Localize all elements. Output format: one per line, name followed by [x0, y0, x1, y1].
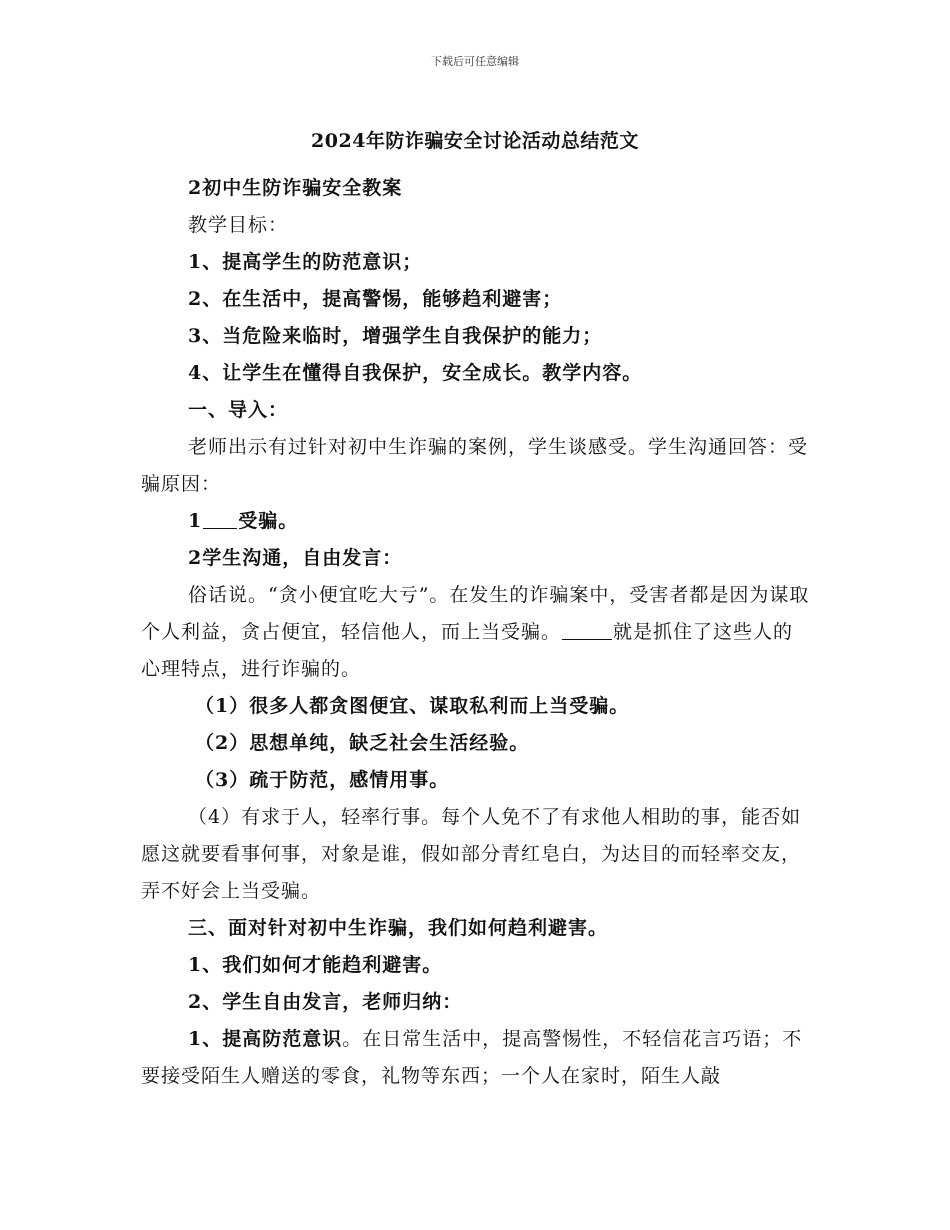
fill-blank	[203, 510, 237, 529]
paragraph	[141, 1021, 811, 1095]
list-item: 2、在生活中，提高警惕，能够趋利避害；	[188, 288, 563, 310]
section-heading: 三、面对针对初中生诈骗，我们如何趋利避害。	[188, 917, 609, 939]
section-heading: 2初中生防诈骗安全教案	[188, 177, 403, 199]
page-header: 下载后可任意编辑	[431, 55, 519, 68]
fill-blank	[562, 621, 612, 640]
list-item: （2）思想单纯，缺乏社会生活经验。	[195, 732, 530, 754]
document-title: 2024年防诈骗安全讨论活动总结范文	[311, 130, 639, 152]
paragraph-text: 俗话说。“贪小便宜吃大亏”。在发生的诈骗案中，受害者都是因为谋取个人利益，贪占便宜，轻信他人，而上当受骗。	[141, 584, 810, 643]
list-item	[141, 503, 811, 540]
paragraph: （4）有求于人，轻率行事。每个人免不了有求他人相助的事，能否如愿这就要看事何事，对象是谁，假如部分青红皂白，为达目的而轻率交友，弄不好会上当受骗。	[141, 806, 802, 902]
list-item: 1、提高学生的防范意识；	[188, 251, 423, 273]
paragraph-text: 就是抓住了这些人的心理特点，进行诈骗的。	[141, 621, 794, 680]
list-item-text: 受骗。	[238, 510, 299, 532]
paragraph-lead: 1、提高防范意识	[188, 1028, 343, 1050]
list-item: 2学生沟通，自由发言：	[188, 547, 403, 569]
list-item: （3）疏于防范，感情用事。	[195, 769, 450, 791]
list-item: （1）很多人都贪图便宜、谋取私利而上当受骗。	[195, 695, 630, 717]
document-body	[141, 170, 811, 1095]
paragraph-text: 。在日常生活中，提高警惕性，不轻信花言巧语；不要接受陌生人赠送的零食，礼物等东西；一个人在家时，陌生人敲	[141, 1028, 803, 1087]
list-item-number: 1	[188, 510, 203, 532]
list-item: 4、让学生在懂得自我保护，安全成长。教学内容。	[188, 362, 643, 384]
list-item: 2、学生自由发言，老师归纳：	[188, 991, 463, 1013]
paragraph: 老师出示有过针对初中生诈骗的案例，学生谈感受。学生沟通回答：受骗原因：	[141, 436, 809, 495]
paragraph: 教学目标：	[188, 214, 289, 236]
section-heading: 一、导入：	[188, 399, 289, 421]
list-item: 1、我们如何才能趋利避害。	[188, 954, 443, 976]
paragraph	[141, 577, 811, 688]
list-item: 3、当危险来临时，增强学生自我保护的能力；	[188, 325, 603, 347]
